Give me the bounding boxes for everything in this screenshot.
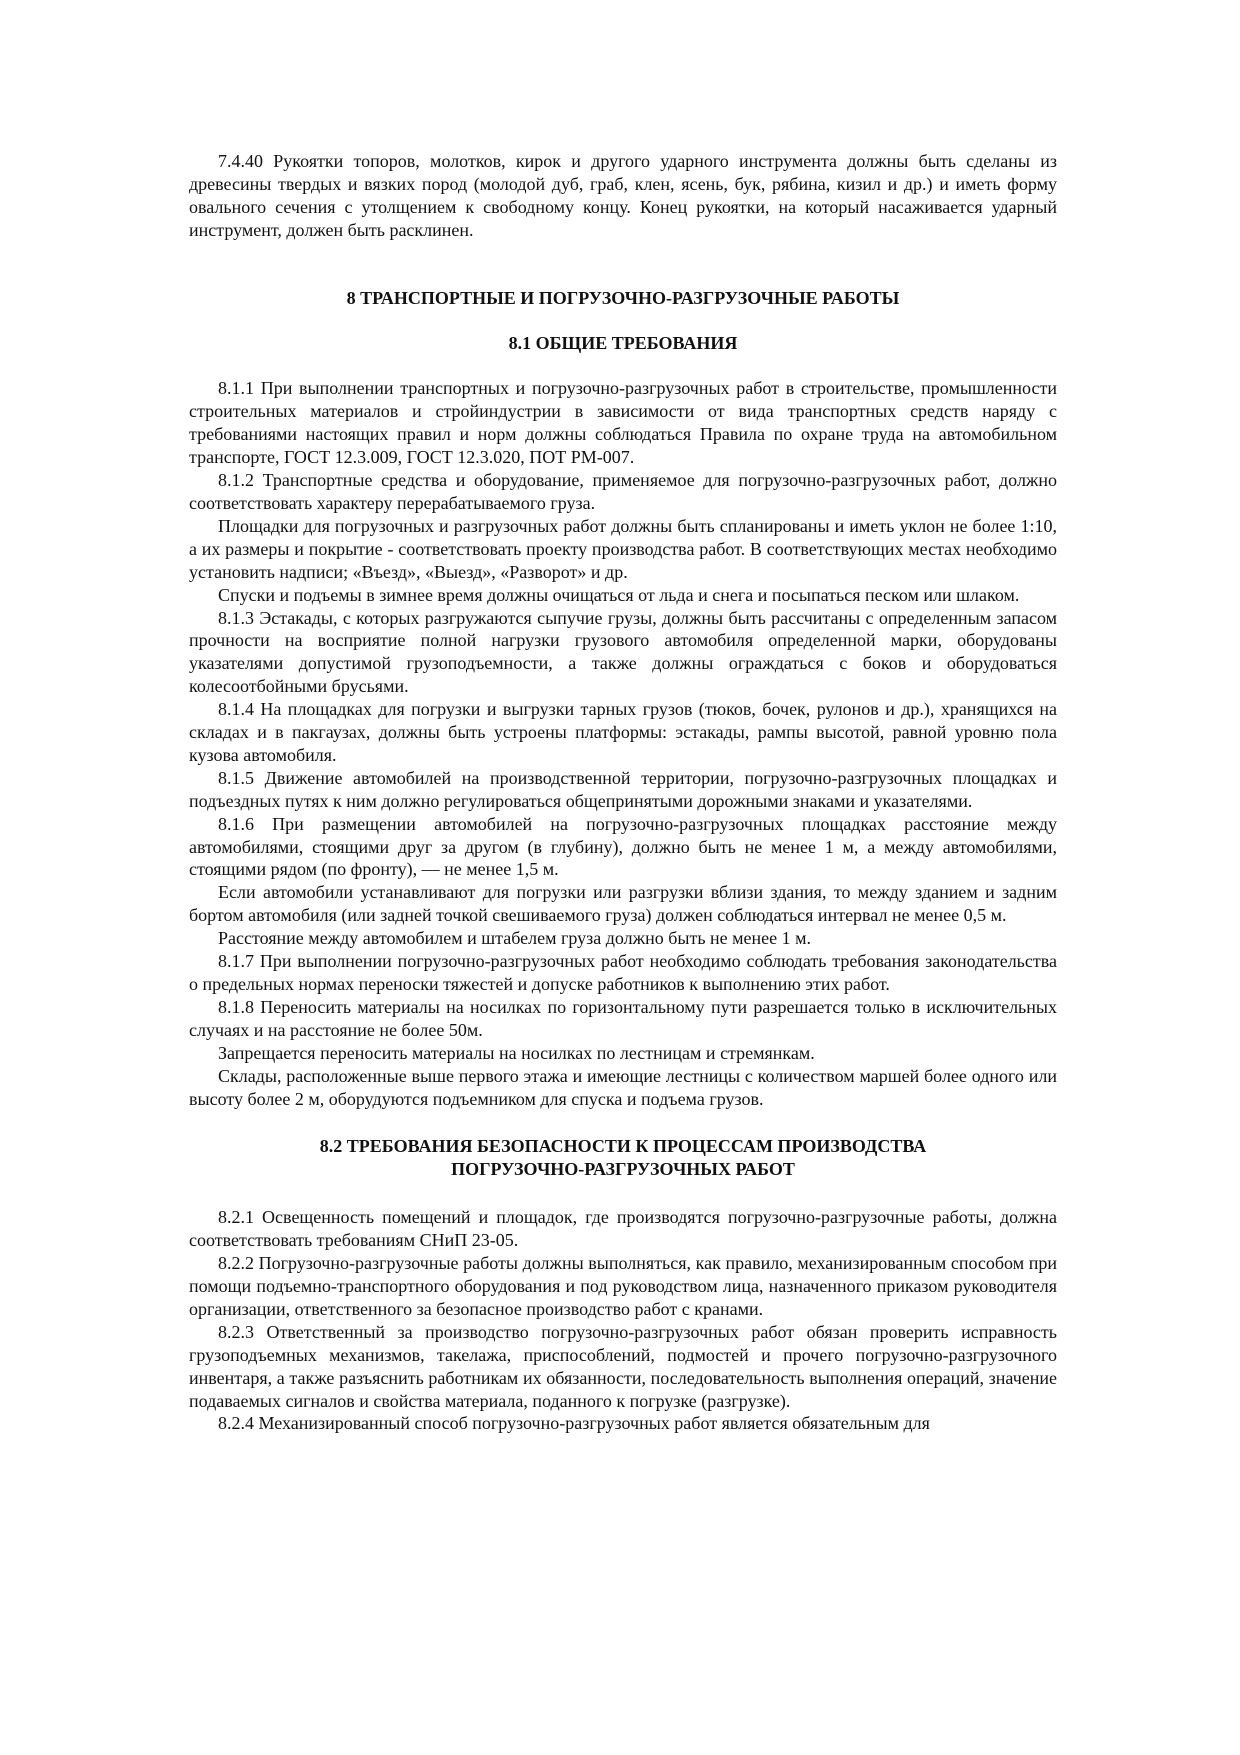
paragraph-building-interval: Если автомобили устанавливают для погрузки или разгрузки вблизи здания, то между зданием и задним бортом автомобиля (или задней точкой свешиваемого груза) должен соблюдаться интервал не менее 0,5 м. bbox=[189, 882, 1057, 926]
paragraph-8-1-8: 8.1.8 Переносить материалы на носилках по горизонтальному пути разрешается только в исключительных случаях и на расстояние не более 50м. bbox=[189, 996, 1057, 1040]
paragraph-8-1-7: 8.1.7 При выполнении погрузочно-разгрузочных работ необходимо соблюдать требования законодательства о предельных нормах переноски тяжестей и допуске работников к выполнению этих работ. bbox=[189, 951, 1057, 994]
paragraph-stack-distance: Расстояние между автомобилем и штабелем груза должно быть не менее 1 м. bbox=[218, 928, 812, 949]
paragraph-slopes-winter: Спуски и подъемы в зимнее время должны очищаться от льда и снега и посыпаться песком или шлаком. bbox=[218, 584, 1020, 605]
section-8-2-body bbox=[189, 1206, 1057, 1435]
paragraph-stairs-prohibited: Запрещается переносить материалы на носилках по лестницам и стремянкам. bbox=[218, 1042, 815, 1063]
paragraph-8-1-2: 8.1.2 Транспортные средства и оборудование, применяемое для погрузочно-разгрузочных работ, должно соответствовать характеру перерабатываемого груза. bbox=[189, 470, 1057, 513]
paragraph-8-1-4: 8.1.4 На площадках для погрузки и выгрузки тарных грузов (тюков, бочек, рулонов и др.), хранящихся на складах и в пакгаузах, должны быть устроены платформы: эстакады, рампы высотой, равной уровню пола кузова автомобиля. bbox=[189, 699, 1057, 765]
spacer bbox=[189, 1181, 1057, 1206]
paragraph-8-1-3: 8.1.3 Эстакады, с которых разгружаются сыпучие грузы, должны быть рассчитаны с определенным запасом прочности на восприятие полной нагрузки грузового автомобиля определенной марки, оборудованы указателями допустимой грузоподъемности, а также должны ограждаться с боков и оборудоваться колесоотбойными брусьями. bbox=[189, 607, 1057, 697]
paragraph-8-2-4: 8.2.4 Механизированный способ погрузочно-разгрузочных работ является обязательным для bbox=[218, 1413, 930, 1434]
paragraph-8-2-3: 8.2.3 Ответственный за производство погрузочно-разгрузочных работ обязан проверить исправность грузоподъемных механизмов, такелажа, приспособлений, подмостей и прочего погрузочно-разгрузочного инвентаря, а также разъяснить работникам их обязанности, последовательность выполнения операций, значение подаваемых сигналов и свойства материала, поданного к погрузке (разгрузке). bbox=[189, 1321, 1057, 1411]
paragraph-platforms: Площадки для погрузочных и разгрузочных работ должны быть спланированы и иметь уклон не более 1:10, а их размеры и покрытие - соответствовать проекту производства работ. В соответствующих местах необходимо установить надписи; «Въезд», «Выезд», «Разворот» и др. bbox=[189, 515, 1057, 582]
paragraph-8-2-1: 8.2.1 Освещенность помещений и площадок, где производятся погрузочно-разгрузочные работы, должна соответствовать требованиям СНиП 23-05. bbox=[189, 1207, 1057, 1251]
spacer bbox=[189, 1110, 1057, 1135]
section-8-2-heading bbox=[189, 1135, 1057, 1181]
spacer bbox=[189, 242, 1057, 287]
document-page bbox=[189, 150, 1057, 1435]
section-8-2-heading-line1: 8.2 ТРЕБОВАНИЯ БЕЗОПАСНОСТИ К ПРОЦЕССАМ ПРОИЗВОДСТВА bbox=[319, 1136, 927, 1157]
paragraph-8-1-5: 8.1.5 Движение автомобилей на производственной территории, погрузочно-разгрузочных площадках и подъездных путях к ним должно регулироваться общепринятыми дорожными знаками и указателями. bbox=[189, 767, 1057, 811]
paragraph-8-2-2: 8.2.2 Погрузочно-разгрузочные работы должны выполняться, как правило, механизированным способом при помощи подъемно-транспортного оборудования и под руководством лица, назначенного приказом руководителя организации, ответственного за безопасное производство работ с кранами. bbox=[189, 1253, 1057, 1319]
section-8-1-heading: 8.1 ОБЩИЕ ТРЕБОВАНИЯ bbox=[508, 332, 738, 353]
paragraph-7-4-40: 7.4.40 Рукоятки топоров, молотков, кирок и другого ударного инструмента должны быть сделаны из древесины твердых и вязких пород (молодой дуб, граб, клен, ясень, бук, рябина, кизил и др.) и иметь форму овального сечения с утолщением к свободному концу. Конец рукоятки, на который насаживается ударный инструмент, должен быть расклинен. bbox=[189, 151, 1057, 240]
paragraph-8-1-1: 8.1.1 При выполнении транспортных и погрузочно-разгрузочных работ в строительстве, промышленности строительных материалов и стройиндустрии в зависимости от вида транспортных средств наряду с требованиями настоящих правил и норм должны соблюдаться Правила по охране труда на автомобильном транспорте, ГОСТ 12.3.009, ГОСТ 12.3.020, ПОТ РМ-007. bbox=[189, 378, 1057, 468]
section-8-2-heading-line2: ПОГРУЗОЧНО-РАЗГРУЗОЧНЫХ РАБОТ bbox=[451, 1159, 795, 1180]
section-8-1-body bbox=[189, 377, 1057, 1110]
spacer bbox=[189, 310, 1057, 332]
paragraph-8-1-6: 8.1.6 При размещении автомобилей на погрузочно-разгрузочных площадках расстояние между автомобилями, стоящими друг за другом (в глубину), должно быть не менее 1 м, а между автомобилями, стоящими рядом (по фронту), — не менее 1,5 м. bbox=[189, 813, 1057, 880]
spacer bbox=[189, 354, 1057, 377]
chapter-8-heading: 8 ТРАНСПОРТНЫЕ И ПОГРУЗОЧНО-РАЗГРУЗОЧНЫЕ РАБОТЫ bbox=[346, 287, 900, 308]
paragraph-warehouses-lift: Склады, расположенные выше первого этажа и имеющие лестницы с количеством маршей более одного или высоту более 2 м, оборудуются подъемником для спуска и подъема грузов. bbox=[189, 1065, 1057, 1109]
